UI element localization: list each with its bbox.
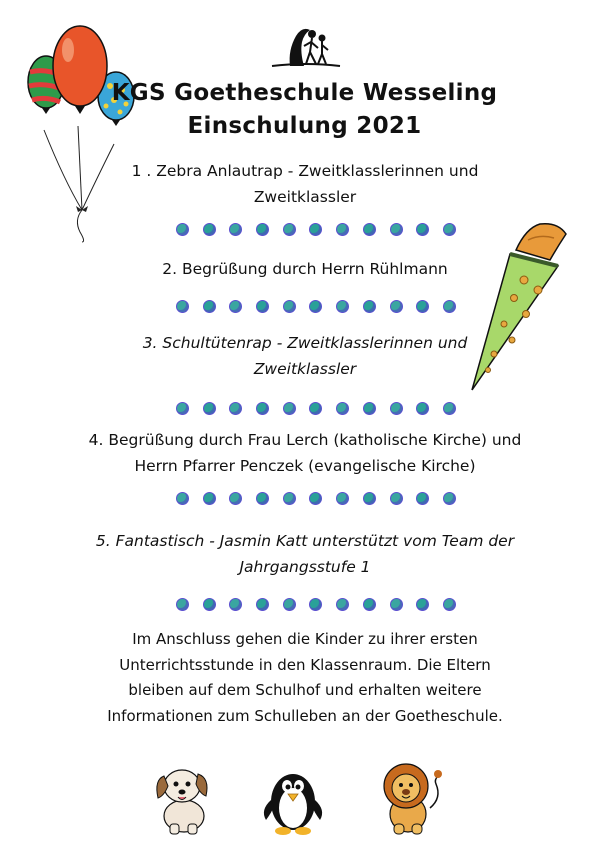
dot-divider-1 <box>176 221 456 237</box>
info-line-4: Informationen zum Schulleben an der Goetheschule. <box>107 706 503 725</box>
program-item-4-line1: 4. Begrüßung durch Frau Lerch (katholische Kirche) und <box>88 431 522 449</box>
dot-icon <box>363 223 376 236</box>
dot-icon <box>256 492 269 505</box>
dot-icon <box>336 598 349 611</box>
dot-icon <box>203 598 216 611</box>
dot-icon <box>336 492 349 505</box>
program-item-4 <box>40 427 570 479</box>
dot-icon <box>256 598 269 611</box>
dot-icon <box>363 300 376 313</box>
program-item-1-line2: Zweitklassler <box>253 188 357 206</box>
program-item-2 <box>60 256 550 282</box>
school-name: KGS Goetheschule Wesseling <box>111 80 498 106</box>
dot-icon <box>443 223 456 236</box>
info-paragraph <box>60 627 550 729</box>
dot-icon <box>203 223 216 236</box>
dot-icon <box>283 492 296 505</box>
program-item-5-line2: Jahrgangsstufe 1 <box>239 558 371 576</box>
dot-icon <box>176 402 189 415</box>
dot-divider-5 <box>176 596 456 612</box>
dot-divider-3 <box>176 400 456 416</box>
dot-icon <box>443 492 456 505</box>
dot-icon <box>390 300 403 313</box>
dot-icon <box>416 223 429 236</box>
info-line-3: bleiben auf dem Schulhof und erhalten weitere <box>128 681 482 699</box>
program-item-4-line2: Herrn Pfarrer Penczek (evangelische Kirche) <box>134 457 476 475</box>
dot-icon <box>229 223 242 236</box>
dot-icon <box>176 300 189 313</box>
dot-icon <box>336 402 349 415</box>
program-item-1 <box>60 158 550 210</box>
dot-icon <box>336 223 349 236</box>
dot-icon <box>176 598 189 611</box>
school-logo-icon <box>268 22 344 72</box>
dot-icon <box>390 223 403 236</box>
program-item-3-line1: 3. Schultütenrap - Zweitklasslerinnen und <box>142 334 468 352</box>
dot-icon <box>283 300 296 313</box>
dot-icon <box>416 300 429 313</box>
dot-icon <box>363 402 376 415</box>
dot-icon <box>363 598 376 611</box>
penguin-icon <box>256 760 330 836</box>
dot-icon <box>390 492 403 505</box>
dot-icon <box>416 598 429 611</box>
program-item-3-line2: Zweitklassler <box>253 360 357 378</box>
dog-icon <box>150 758 216 836</box>
event-title: Einschulung 2021 <box>187 113 422 139</box>
program-item-1-line1: 1 . Zebra Anlautrap - Zweitklasslerinnen und <box>131 162 479 180</box>
dot-icon <box>229 300 242 313</box>
dot-icon <box>229 492 242 505</box>
dot-icon <box>309 300 322 313</box>
dot-divider-2 <box>176 298 456 314</box>
lion-icon <box>376 758 444 836</box>
dot-icon <box>336 300 349 313</box>
dot-icon <box>229 598 242 611</box>
dot-icon <box>203 492 216 505</box>
dot-icon <box>390 598 403 611</box>
dot-icon <box>203 402 216 415</box>
info-line-1: Im Anschluss gehen die Kinder zu ihrer ersten <box>132 630 478 648</box>
dot-icon <box>443 402 456 415</box>
dot-icon <box>443 300 456 313</box>
dot-icon <box>256 223 269 236</box>
dot-icon <box>390 402 403 415</box>
dot-icon <box>229 402 242 415</box>
program-item-5-line1: 5. Fantastisch - Jasmin Katt unterstützt vom Team der <box>95 532 515 550</box>
program-item-5 <box>40 528 570 580</box>
dot-icon <box>309 223 322 236</box>
dot-icon <box>283 598 296 611</box>
dot-icon <box>309 598 322 611</box>
dot-icon <box>283 402 296 415</box>
dot-icon <box>283 223 296 236</box>
dot-icon <box>309 492 322 505</box>
dot-icon <box>256 402 269 415</box>
dot-icon <box>416 492 429 505</box>
dot-icon <box>256 300 269 313</box>
dot-icon <box>176 492 189 505</box>
dot-icon <box>443 598 456 611</box>
program-item-2-line1: 2. Begrüßung durch Herrn Rühlmann <box>162 260 448 278</box>
dot-icon <box>203 300 216 313</box>
dot-divider-4 <box>176 490 456 506</box>
dot-icon <box>363 492 376 505</box>
dot-icon <box>176 223 189 236</box>
info-line-2: Unterrichtsstunde in den Klassenraum. Die Eltern <box>119 655 491 674</box>
dot-icon <box>309 402 322 415</box>
dot-icon <box>416 402 429 415</box>
program-item-3 <box>60 330 550 382</box>
